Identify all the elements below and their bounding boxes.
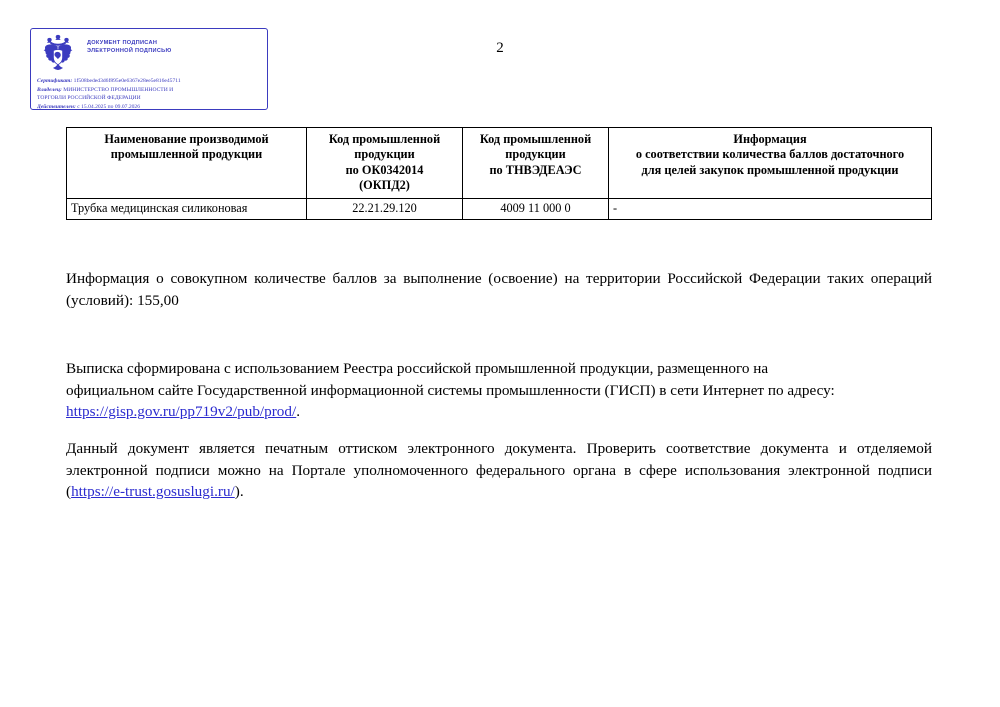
- source-line2: официальном сайте Государственной информационной системы промышленности (ГИСП) в сети Интернет по адресу:: [66, 381, 835, 399]
- stamp-validity-label: Действителен:: [37, 103, 76, 110]
- paragraph-print-notice: [66, 438, 932, 503]
- column-header-okpd2-line4: (ОКПД2): [359, 178, 410, 193]
- column-header-tnved-line3: по ТНВЭДЕАЭС: [489, 162, 582, 177]
- stamp-details: [37, 77, 261, 112]
- column-header-product-name: [67, 128, 307, 199]
- print-notice-text-after: ).: [234, 483, 244, 501]
- stamp-owner-row: [37, 86, 261, 95]
- gisp-registry-link[interactable]: https://gisp.gov.ru/pp719v2/pub/prod/: [66, 403, 297, 421]
- stamp-certificate-label: Сертификат:: [37, 78, 73, 84]
- cell-okpd2: 22.21.29.120: [307, 199, 463, 220]
- table-header-row: [67, 128, 932, 199]
- column-header-tnved: [463, 128, 609, 199]
- stamp-certificate-row: [37, 77, 261, 86]
- total-points-text: Информация о совокупном количестве баллов за выполнение (освоение) на территории Российской Федерации таких операций (условий):: [66, 270, 932, 309]
- stamp-validity-value: с 15.04.2025 по 09.07.2026: [77, 103, 141, 110]
- stamp-heading-line2: ЭЛЕКТРОННОЙ ПОДПИСЬЮ: [87, 48, 172, 55]
- cell-points-info: -: [609, 199, 932, 220]
- stamp-owner-value-line1: МИНИСТЕРСТВО ПРОМЫШЛЕННОСТИ И: [63, 86, 174, 93]
- source-line3: [66, 401, 932, 423]
- stamp-owner-label: Владелец:: [37, 86, 62, 93]
- column-header-okpd2-line3: по ОК0342014: [345, 162, 424, 177]
- column-header-points-info: [609, 128, 932, 199]
- cell-product-name: Трубка медицинская силиконовая: [67, 199, 307, 220]
- column-header-product-name-line1: Наименование производимой: [104, 132, 269, 146]
- stamp-certificate-value: 1f508beded3d6f895e0e6367e28ee5e816e45711: [73, 78, 181, 84]
- stamp-validity-row: [37, 103, 261, 112]
- e-trust-link[interactable]: https://e-trust.gosuslugi.ru/: [71, 483, 235, 501]
- column-header-okpd2-line1: Код промышленной: [328, 132, 441, 146]
- column-header-okpd2: [307, 128, 463, 199]
- paragraph-source: [66, 358, 932, 423]
- column-header-tnved-line2: продукции: [505, 147, 566, 162]
- stamp-heading-line1: ДОКУМЕНТ ПОДПИСАН: [87, 40, 158, 46]
- product-table-wrapper: [66, 127, 932, 220]
- column-header-okpd2-line2: продукции: [354, 147, 415, 162]
- paragraph-total-points: [66, 268, 932, 311]
- column-header-points-info-line1: Информация: [733, 132, 807, 146]
- table-row: [67, 199, 932, 220]
- column-header-product-name-line2: промышленной продукции: [110, 147, 263, 162]
- cell-tnved: 4009 11 000 0: [463, 199, 609, 220]
- stamp-owner-value-line2: ТОРГОВЛИ РОССИЙСКОЙ ФЕДЕРАЦИИ: [37, 95, 141, 102]
- total-points-value: 155,00: [137, 291, 179, 309]
- column-header-points-info-line3: для целей закупок промышленной продукции: [641, 162, 899, 177]
- product-table: [66, 127, 932, 220]
- column-header-points-info-line2: о соответствии количества баллов достаточного: [635, 147, 905, 162]
- column-header-tnved-line1: Код промышленной: [479, 132, 592, 146]
- print-notice-text: Данный документ является печатным оттиском электронного документа. Проверить соответствие документа и отделяемой электронной подписи можно на Портале уполномоченного федерального органа в сфере использования электронной подписи (: [66, 440, 932, 501]
- page-number: 2: [496, 40, 504, 56]
- source-line1: Выписка сформирована с использованием Реестра российской промышленной продукции, размещенного на: [66, 360, 769, 377]
- source-period: .: [296, 403, 301, 421]
